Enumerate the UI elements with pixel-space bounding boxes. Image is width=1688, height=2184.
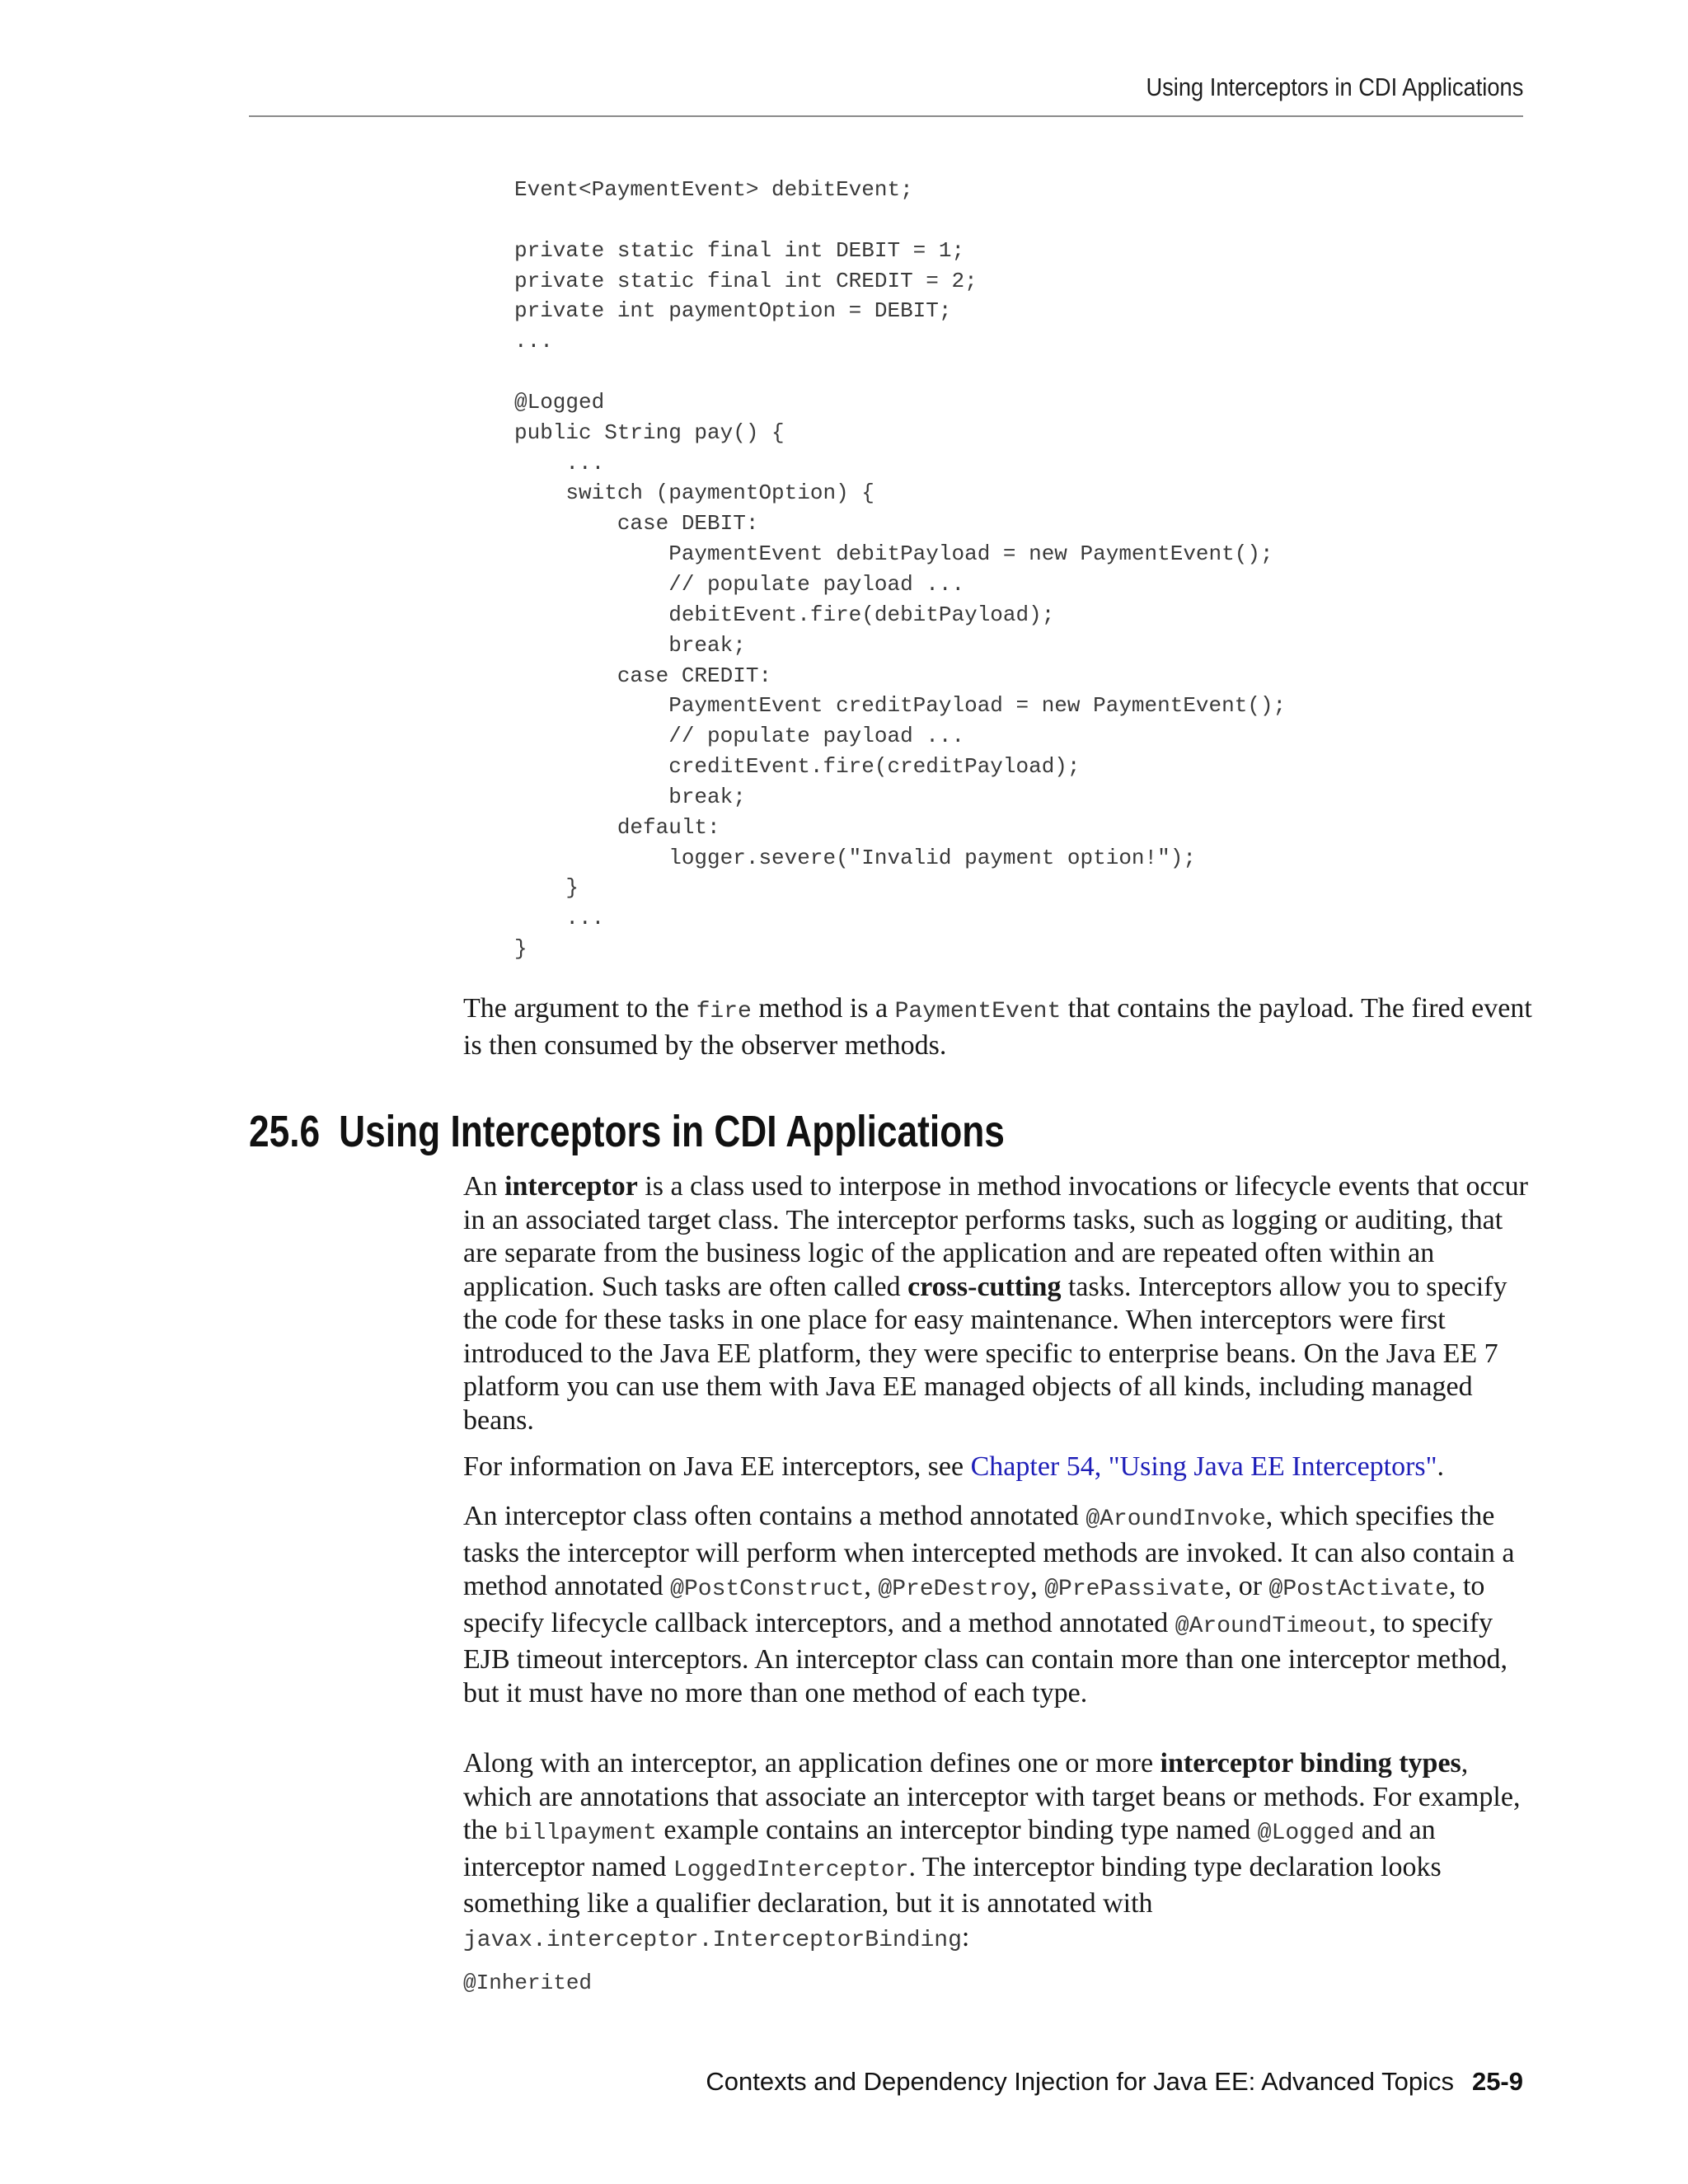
text: method is a [751,993,895,1024]
text: An [463,1171,505,1202]
text: Along with an interceptor, an application defines one or more [463,1748,1160,1779]
text: , to specify lifecycle callback interceptors, and a method annotated [463,1571,1485,1638]
text: , [864,1571,879,1601]
code-block-inherited: @Inherited [463,1971,593,1995]
page-number: 25-9 [1471,2067,1523,2096]
inline-code: LoggedInterceptor [673,1857,909,1883]
term-bold: interceptor [504,1171,638,1202]
section-title: Using Interceptors in CDI Applications [339,1107,1005,1156]
inline-code: PaymentEvent [894,999,1062,1024]
paragraph-interceptor-intro [463,1170,1535,1437]
footer-book-title: Contexts and Dependency Injection for Java EE: Advanced Topics [706,2067,1454,2096]
inline-code: @AroundTimeout [1175,1613,1370,1639]
paragraph-more-info [463,1451,1535,1484]
text: and an interceptor named [463,1815,1436,1882]
text: example contains an interceptor binding type named [656,1815,1258,1845]
text: , [1030,1571,1045,1601]
paragraph-interceptor-class [463,1500,1535,1710]
text: is a class used to interpose in method invocations or lifecycle events that occur in an associated target class. The interceptor performs tasks, such as logging or auditing, that are separate from the business logic of the application and are repeated often within an application. Such tasks are often called [463,1171,1528,1302]
term-bold: interceptor binding types [1160,1748,1461,1779]
page-footer [706,2067,1523,2097]
inline-code: @AroundInvoke [1085,1507,1266,1532]
text: The argument to the [463,993,696,1024]
section-heading [249,1106,1024,1157]
text: . [1437,1451,1445,1482]
text: , or [1224,1571,1269,1601]
header-rule [249,115,1523,117]
text: that contains the payload. The fired event is then consumed by the observer methods. [463,993,1532,1061]
paragraph-fire-method [463,992,1535,1062]
inline-code: fire [696,999,752,1024]
paragraph-binding-types [463,1747,1535,1957]
code-block-pay-method: Event<PaymentEvent> debitEvent; private static final int DEBIT = 1; private static final int CREDIT = 2; private int paymentOption = DEBIT; ... @Logged public String pay() { ... switch (paymentOption) { case DEBIT: PaymentEvent debitPayload = new PaymentEvent(); // populate payload ... debitEvent.fire(debitPayload); break; case CREDIT: PaymentEvent creditPayload = new PaymentEvent(); // populate payload ... creditEvent.fire(creditPayload); break; default: logger.severe("Invalid payment option!"); } ... } [514,177,1287,962]
inline-code: @PrePassivate [1044,1577,1225,1602]
text: An interceptor class often contains a method annotated [463,1501,1086,1531]
term-bold: cross-cutting [907,1271,1062,1302]
text: . The interceptor binding type declaration looks something like a qualifier declaration, but it is annotated with [463,1851,1442,1919]
text: , to specify EJB timeout interceptors. An interceptor class can contain more than one interceptor method, but it must have no more than one method of each type. [463,1607,1508,1708]
inline-code: billpayment [504,1821,657,1846]
inline-code: @PreDestroy [878,1577,1031,1602]
inline-code: @PostActivate [1268,1577,1449,1602]
text: For information on Java EE interceptors, see [463,1451,971,1482]
text: tasks. Interceptors allow you to specify the code for these tasks in one place for easy maintenance. When interceptors were first introduced to the Java EE platform, they were specific to enterprise beans. On the Java EE 7 platform you can use them with Java EE managed objects of all kinds, including managed beans. [463,1271,1507,1436]
inline-code: @PostConstruct [670,1577,865,1602]
running-header: Using Interceptors in CDI Applications [1146,73,1523,101]
text: : [961,1921,970,1952]
inline-code: @Logged [1257,1821,1355,1846]
text: , which specifies the tasks the interceptor will perform when intercepted methods are invoked. It can also contain a method annotated [463,1501,1515,1601]
chapter-54-link[interactable]: Chapter 54, "Using Java EE Interceptors" [970,1451,1437,1482]
inline-code: javax.interceptor.InterceptorBinding [463,1927,962,1953]
text: , which are annotations that associate an interceptor with target beans or methods. For example, the [463,1748,1521,1845]
section-number: 25.6 [249,1107,321,1156]
